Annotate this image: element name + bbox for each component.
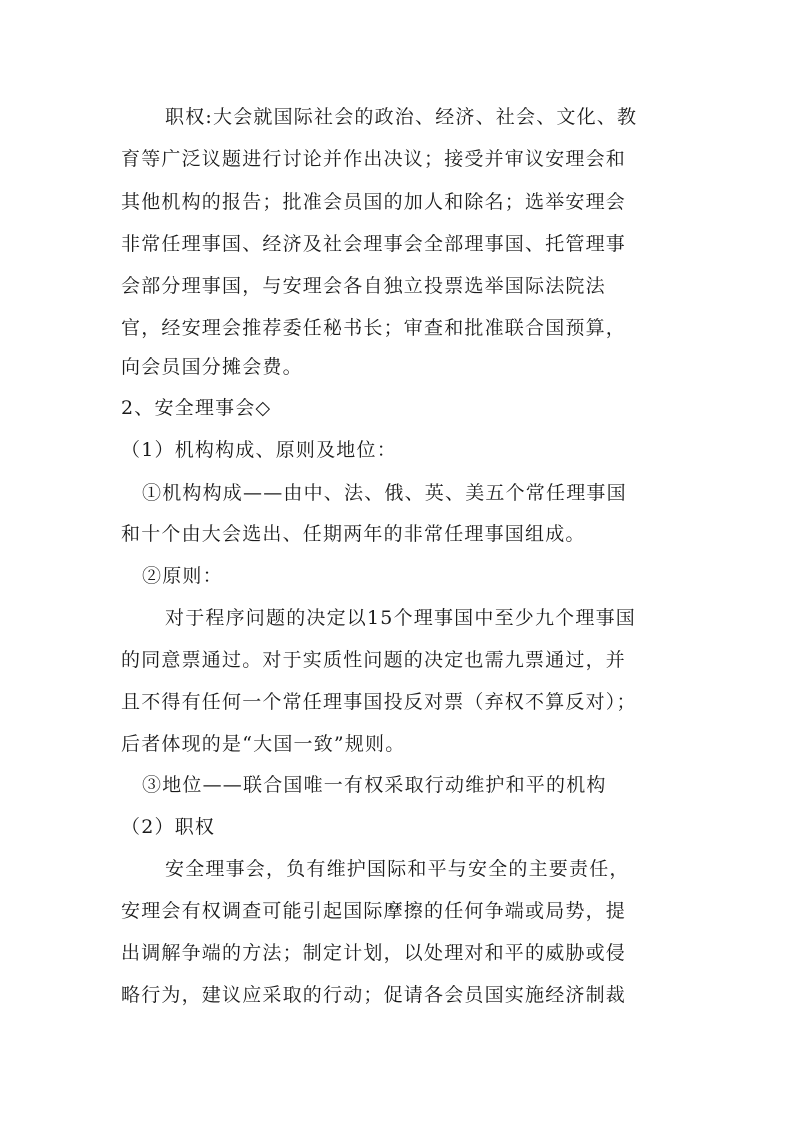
paragraph-line: 安全理事会，负有维护国际和平与安全的主要责任，	[165, 858, 630, 880]
paragraph-line: 安理会有权调查可能引起国际摩擦的任何争端或局势，提	[121, 900, 627, 922]
list-item: ③地位——联合国唯一有权采取行动维护和平的机构	[142, 774, 607, 796]
paragraph-line: 其他机构的报告；批准会员国的加人和除名；选举安理会	[121, 191, 627, 213]
paragraph-line: 后者体现的是“大国一致”规则。	[121, 733, 406, 755]
list-item: ②原则：	[142, 565, 223, 587]
paragraph-line: 和十个由大会选出、任期两年的非常任理事国组成。	[121, 523, 586, 545]
paragraph-line: 职权:大会就国际社会的政治、经济、社会、文化、教	[165, 106, 638, 128]
paragraph-line: 向会员国分摊会费。	[121, 356, 303, 378]
paragraph-line: 官，经安理会推荐委任秘书长；审查和批准联合国预算，	[121, 317, 627, 339]
paragraph-line: 对于程序问题的决定以15个理事国中至少九个理事国	[165, 607, 636, 629]
paragraph-line: 且不得有任何一个常任理事国投反对票（弃权不算反对）；	[121, 691, 637, 713]
paragraph-line: 会部分理事国，与安理会各自独立投票选举国际法院法	[121, 275, 606, 297]
section-heading: 2、安全理事会◇	[121, 397, 272, 419]
paragraph-line: 的同意票通过。对于实质性问题的决定也需九票通过，并	[121, 649, 627, 671]
subsection-heading: （1）机构构成、原则及地位：	[121, 439, 397, 461]
subsection-heading: （2）职权	[121, 816, 216, 838]
list-item: ①机构构成——由中、法、俄、英、美五个常任理事国	[142, 482, 627, 504]
paragraph-line: 出调解争端的方法；制定计划，以处理对和平的威胁或侵	[121, 942, 627, 964]
paragraph-line: 略行为，建议应采取的行动；促请各会员国实施经济制裁	[121, 984, 627, 1006]
paragraph-line: 非常任理事国、经济及社会理事会全部理事国、托管理事	[121, 233, 627, 255]
paragraph-line: 育等广泛议题进行讨论并作出决议；接受并审议安理会和	[121, 148, 627, 170]
